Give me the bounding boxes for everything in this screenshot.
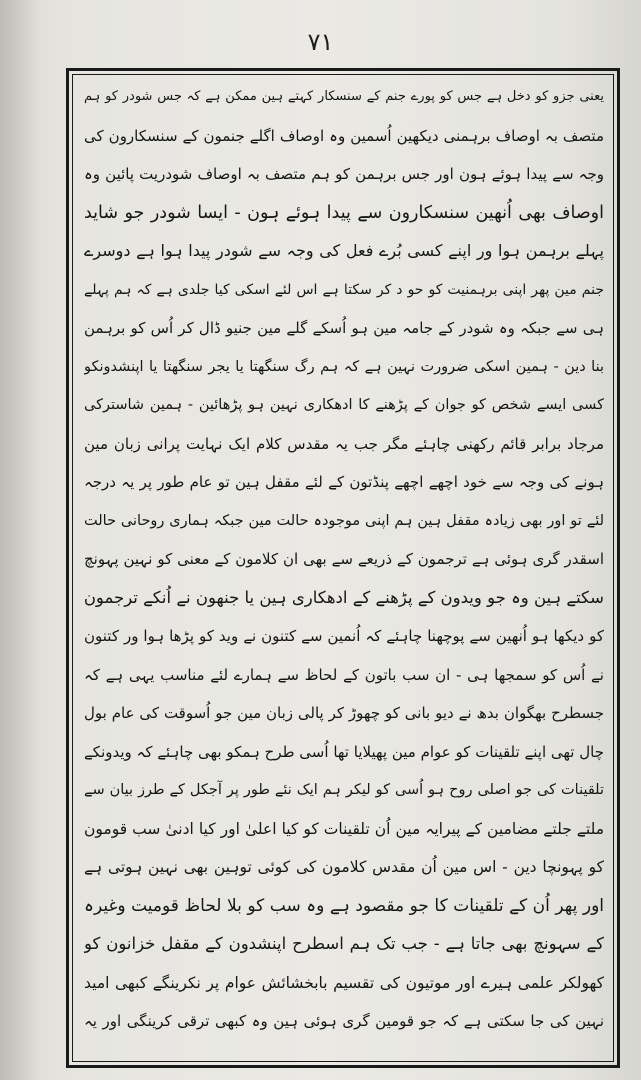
text-line: اور پھر اُن کے تلقینات کا جو مقصود ہے وہ سب کو بلا لحاظ قومیت وغیرہ xyxy=(84,895,604,916)
binding-shadow xyxy=(0,0,40,1080)
text-line: اسقدر گری ہوئی ہے ترجمون کے ذریعے سے بھی ان کلامون کے معنی کو نہین پہونچ xyxy=(84,550,604,568)
text-line: متصف بہ اوصاف برہمنی دیکھین اُسمین وہ اوصاف اگلے جنمون کے سنسکارون کی xyxy=(84,126,604,145)
text-line: نے اُس کو سمجھا ہی - ان سب باتون کے لحاظ سے ہمارے لئے مناسب یہی ہے کہ xyxy=(84,665,604,684)
page-number: ۷۱ xyxy=(307,28,334,56)
text-line: ہونے کی وجہ سے خود اچھے اچھے پنڈتون کے لئے مقفل ہین تو عام طور پر یہ درجہ xyxy=(84,473,604,491)
text-line: لئے تو اور بھی زیادہ مقفل ہین ہم اپنی موجودہ حالت مین جبکہ ہماری روحانی حالت xyxy=(84,512,604,529)
text-line: سکتے ہین وہ جو ویدون کے پڑھنے کے ادھکاری ہین یا جنھون نے اُنکے ترجمون xyxy=(84,587,604,607)
text-line: کو دیکھا ہو اُنھین سے پوچھنا چاہئے کہ اُنمین سے کتنون نے وید کو پڑھا ہوا ور کتنون xyxy=(84,627,604,645)
text-line: نہین کی جا سکتی ہے کہ جو قومین گری ہوئی ہین وہ کبھی ترقی کرینگی اور یہ xyxy=(84,1012,604,1030)
text-line: جنم مین پھر اپنی برہمنیت کو حو د کر سکتا ہے اس لئے اسکی کیا جلدی ہے کہ ہم پہلے xyxy=(84,281,604,298)
text-line: جسطرح بھگوان بدھ نے دیو بانی کو چھوڑ کر پالی زبان مین جو اُسوقت کی عام بول xyxy=(84,704,604,722)
text-line: کھولکر علمی ہیرے اور موتیون کی تقسیم بابخشائش عوام پر نکرینگے کبھی امید xyxy=(84,973,604,992)
text-line: کے سہونچ بھی جاتا ہے - جب تک ہم اسطرح اپنشدون کے مقفل خزانون کو xyxy=(84,934,604,953)
text-line: مرجاد برابر قائم رکھنی چاہئے مگر جب یہ مقدس کلام ایک نہایت پرانی زبان مین xyxy=(84,434,604,453)
text-line: یعنی جزو کو دخل ہے جس کو پورے جنم کے سنسکار کہتے ہین ممکن ہے کہ جس شودر کو ہم xyxy=(84,89,604,104)
text-line: ملتے جلتے مضامین کے پیرایہ مین اُن تلقینات کو کیا اعلیٰ اور کیا ادنیٰ سب قومون xyxy=(84,819,604,838)
text-line: پہلے برہمن ہوا ور اپنے کسی بُرے فعل کی وجہ سے شودر پیدا ہوا ہے دوسرے xyxy=(84,241,604,260)
text-line: وجہ سے پیدا ہوئے ہون اور جس برہمن کو ہم متصف بہ اوصاف شودریت پائین وہ xyxy=(84,165,604,183)
text-line: ہی سے جبکہ وہ شودر کے جامہ مین ہو اُسکے گلے مین جنیو ڈال کر اُس کو برہمن xyxy=(84,319,604,337)
text-line: کسی ایسے شخص کو جوان کے پڑھنے کا ادھکاری نہین ہو پڑھائین - ہمین شاسترکی xyxy=(84,397,604,413)
text-line: تلقینات کی جو اصلی روح ہو اُسی کو لیکر ہم ایک نئے طور پر آجکل کے طرز بیان سے xyxy=(84,782,604,798)
body-text xyxy=(84,78,604,1058)
text-line: کو پہونچا دین - اس مین اُن مقدس کلامون کی کوئی توہین بھی نہین ہوتی ہے xyxy=(84,858,604,876)
text-line: چال تھی اپنے تلقینات کو عوام مین پھیلایا تھا اُسی طرح ہمکو بھی چاہئے کہ ویدونکے xyxy=(84,742,604,761)
text-line: اوصاف بھی اُنھین سنسکارون سے پیدا ہوئے ہون - ایسا شودر جو شاید xyxy=(84,202,604,223)
text-line: بنا دین - ہمین اسکی ضرورت نہین ہے کہ ہم رگ سنگھتا یا یجر سنگھتا یا اپنشدونکو xyxy=(84,358,604,375)
